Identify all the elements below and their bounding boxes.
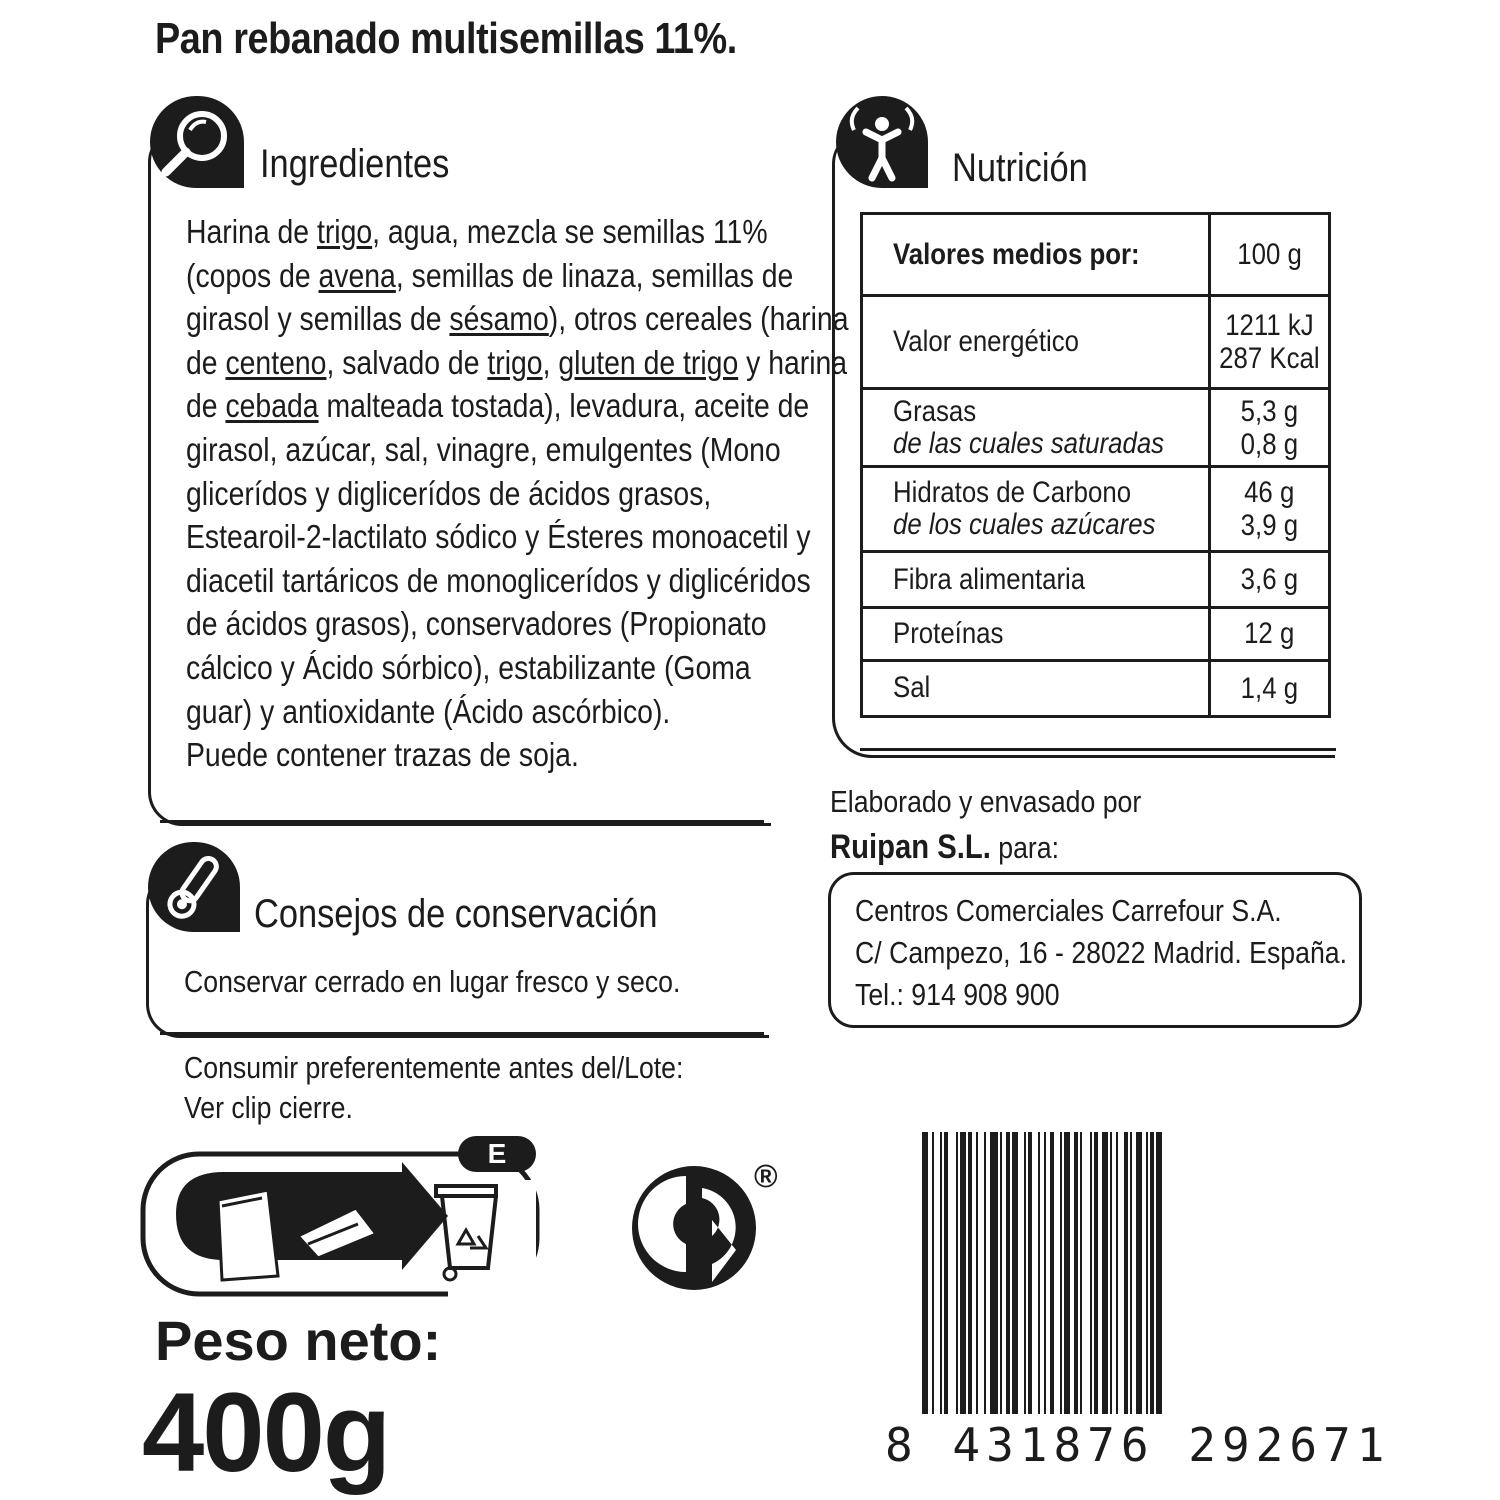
row-label: Hidratos de Carbono	[893, 476, 1132, 510]
recycling-symbol	[140, 1136, 540, 1301]
barcode-bar	[1060, 1132, 1062, 1414]
nutrition-value	[1210, 296, 1330, 389]
bag-icon	[218, 1190, 278, 1280]
barcode-bar	[922, 1132, 928, 1414]
barcode-bar	[1090, 1132, 1092, 1414]
address-line: C/ Campezo, 16 - 28022 Madrid. España.	[855, 935, 1348, 970]
barcode-bar	[1156, 1132, 1162, 1414]
barcode-bar	[960, 1132, 966, 1414]
barcode-bar	[1130, 1132, 1132, 1414]
barcode-bar	[1006, 1132, 1010, 1414]
barcode-bar	[940, 1132, 942, 1414]
nutrition-label	[862, 660, 1210, 716]
row-label: Fibra alimentaria	[893, 562, 1086, 596]
row-value-2: 0,8 g	[1240, 427, 1299, 461]
person-icon	[836, 96, 928, 188]
nutrition-value	[1210, 551, 1330, 607]
barcode-bar	[1116, 1132, 1118, 1414]
barcode-bar	[968, 1132, 972, 1414]
barcode	[922, 1132, 1312, 1414]
nutrition-label	[862, 467, 1210, 552]
allergen: centeno	[225, 343, 327, 381]
barcode-bar	[1080, 1132, 1082, 1414]
best-before-line: Consumir preferentemente antes del/Lote:	[184, 1050, 684, 1085]
barcode-bar	[1146, 1132, 1148, 1414]
ingredients-line: de cebada malteada tostada), levadura, aceite de	[186, 387, 810, 425]
barcode-bar	[1024, 1132, 1026, 1414]
barcode-bar	[1094, 1132, 1098, 1414]
allergen: sésamo	[449, 300, 549, 338]
nutrition-heading: Nutrición	[952, 146, 1088, 190]
row-value: 46 g	[1244, 476, 1295, 510]
ingredients-line: Puede contener trazas de soja.	[186, 736, 579, 774]
ingredients-line: Harina de trigo, agua, mezcla se semillas 11%	[186, 213, 768, 250]
ingredients-line: girasol y semillas de sésamo), otros cereales (harina	[186, 300, 849, 338]
nutrition-label	[862, 551, 1210, 607]
registered-mark: ®	[754, 1158, 778, 1194]
conservation-heading: Consejos de conservación	[254, 892, 658, 936]
ingredients-line: (copos de avena, semillas de linaza, semillas de	[186, 256, 794, 294]
producer-company: Ruipan S.L.	[830, 828, 991, 866]
table-row	[862, 660, 1330, 716]
table-row	[862, 551, 1330, 607]
producer-company-line	[830, 828, 1059, 867]
nutrition-value	[1210, 214, 1330, 296]
row-value: 100 g	[1237, 238, 1302, 272]
row-value: 1,4 g	[1240, 671, 1299, 705]
nutrition-bottom-rule	[860, 748, 1336, 751]
barcode-bar	[1102, 1132, 1108, 1414]
nutrition-label	[862, 389, 1210, 467]
address-box	[828, 872, 1362, 1028]
nutrition-value	[1210, 389, 1330, 467]
barcode-bar	[976, 1132, 978, 1414]
allergen: trigo	[316, 213, 373, 250]
table-row	[862, 608, 1330, 660]
ingredients-line: cálcico y Ácido sórbico), estabilizante (Goma	[186, 648, 751, 686]
nutrition-badge	[836, 96, 928, 188]
net-weight-label: Peso neto:	[155, 1309, 442, 1372]
ingredients-bottom-rule	[160, 820, 764, 823]
row-label: Grasas	[893, 394, 977, 428]
nutrition-value	[1210, 608, 1330, 660]
barcode-bar	[1124, 1132, 1128, 1414]
row-value: 3,6 g	[1240, 563, 1299, 597]
recycle-bin-icon	[436, 1180, 536, 1298]
barcode-bar	[956, 1132, 958, 1414]
nutrition-label	[862, 214, 1210, 296]
row-label: Sal	[893, 671, 931, 705]
ingredients-badge	[150, 96, 244, 188]
row-label: Valor energético	[893, 325, 1079, 359]
conservation-text: Conservar cerrado en lugar fresco y seco.	[184, 964, 681, 999]
row-sublabel: de las cuales saturadas	[893, 426, 1165, 460]
barcode-bar	[944, 1132, 948, 1414]
nutrition-value	[1210, 660, 1330, 716]
magnifier-icon	[150, 96, 244, 188]
allergen: trigo	[487, 343, 543, 381]
nutrition-label	[862, 608, 1210, 660]
address-line: Centros Comerciales Carrefour S.A.	[855, 893, 1282, 928]
ingredients-text	[186, 210, 849, 777]
row-value: 12 g	[1244, 617, 1295, 651]
address-line: Tel.: 914 908 900	[855, 977, 1060, 1012]
conservation-badge	[148, 842, 240, 932]
product-title: Pan rebanado multisemillas 11%.	[155, 14, 737, 63]
allergen: gluten de trigo	[558, 343, 739, 381]
ingredients-line: de centeno, salvado de trigo, gluten de trigo y harina	[186, 343, 848, 381]
row-value-2: 287 Kcal	[1219, 342, 1320, 376]
ingredients-line: diacetil tartáricos de monoglicerídos y diglicéridos	[186, 561, 811, 599]
green-dot-logo	[628, 1158, 788, 1298]
ingredients-line: Estearoil-2-lactilato sódico y Ésteres monoacetil y	[186, 518, 811, 556]
nutrition-value	[1210, 467, 1330, 552]
barcode-bar	[1012, 1132, 1018, 1414]
barcode-bar	[984, 1132, 986, 1414]
barcode-bar	[1074, 1132, 1078, 1414]
producer-para: para:	[998, 830, 1060, 865]
barcode-bar	[1110, 1132, 1112, 1414]
nutrition-table	[860, 212, 1331, 718]
table-row	[862, 296, 1330, 389]
ingredients-line: de ácidos grasos), conservadores (Propionato	[186, 605, 767, 643]
barcode-bar	[1050, 1132, 1054, 1414]
barcode-bar	[1064, 1132, 1070, 1414]
conservation-bottom-rule	[160, 1032, 764, 1035]
ingredients-heading: Ingredientes	[260, 142, 450, 186]
table-row	[862, 467, 1330, 552]
thermometer-icon	[148, 842, 240, 932]
barcode-bar	[1044, 1132, 1046, 1414]
table-row	[862, 389, 1330, 467]
ingredients-line: girasol, azúcar, sal, vinagre, emulgentes (Mono	[186, 430, 781, 468]
ingredients-line: glicerídos y diglicerídos de ácidos grasos,	[186, 474, 712, 512]
row-value-2: 3,9 g	[1240, 509, 1299, 543]
row-label: Valores medios por:	[893, 237, 1140, 271]
barcode-digits: 8 431876 292671	[885, 1418, 1391, 1472]
table-row	[862, 214, 1330, 296]
recycling-badge-label: E	[487, 1138, 507, 1169]
row-label: Proteínas	[893, 616, 1004, 650]
barcode-bar	[1038, 1132, 1040, 1414]
best-before-line: Ver clip cierre.	[184, 1090, 353, 1125]
barcode-bar	[1000, 1132, 1002, 1414]
barcode-bar	[990, 1132, 998, 1414]
row-value: 5,3 g	[1240, 394, 1299, 428]
barcode-bar	[932, 1132, 934, 1414]
allergen: cebada	[225, 387, 319, 425]
nutrition-label	[862, 296, 1210, 389]
recycling-badge	[458, 1136, 536, 1172]
ingredients-line: guar) y antioxidante (Ácido ascórbico).	[186, 692, 671, 730]
barcode-bar	[1150, 1132, 1154, 1414]
allergen: avena	[318, 256, 396, 294]
barcode-bar	[1028, 1132, 1032, 1414]
barcode-bar	[1136, 1132, 1142, 1414]
net-weight-value: 400g	[142, 1370, 390, 1495]
row-sublabel: de los cuales azúcares	[893, 508, 1156, 542]
row-value: 1211 kJ	[1225, 309, 1314, 343]
producer-line: Elaborado y envasado por	[830, 784, 1142, 819]
